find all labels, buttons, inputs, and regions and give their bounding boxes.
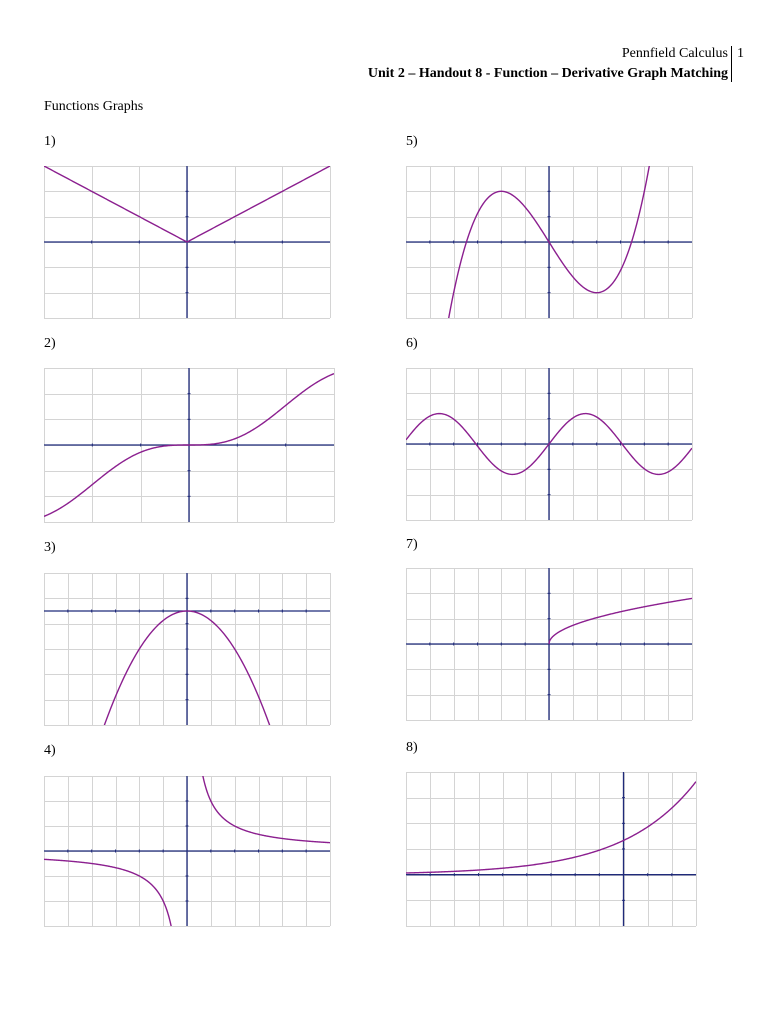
graph-5 — [406, 166, 692, 318]
graph-label-1: 1) — [44, 134, 56, 149]
course-name: Pennfield Calculus — [621, 46, 728, 61]
graph-label-3: 3) — [44, 540, 56, 555]
graph-6 — [406, 368, 692, 520]
graph-4 — [44, 776, 330, 926]
grid-lines — [406, 772, 697, 927]
graph-7 — [406, 568, 692, 720]
graph-label-4: 4) — [44, 743, 56, 758]
graph-3 — [44, 573, 330, 725]
graph-label-5: 5) — [406, 134, 418, 149]
page-header — [368, 44, 728, 84]
handout-title: Unit 2 – Handout 8 - Function – Derivative Graph Matching — [367, 66, 728, 81]
graph-label-6: 6) — [406, 336, 418, 351]
header-divider — [731, 46, 732, 82]
graph-8 — [406, 772, 696, 926]
graph-label-8: 8) — [406, 740, 418, 755]
function-curve — [44, 859, 186, 1024]
graph-2 — [44, 368, 334, 522]
page-number: 1 — [737, 46, 744, 61]
graph-label-2: 2) — [44, 336, 56, 351]
curve-group — [549, 598, 692, 644]
function-curve — [549, 598, 692, 644]
graph-label-7: 7) — [406, 537, 418, 552]
graph-1 — [44, 166, 330, 318]
section-title: Functions Graphs — [44, 99, 144, 114]
